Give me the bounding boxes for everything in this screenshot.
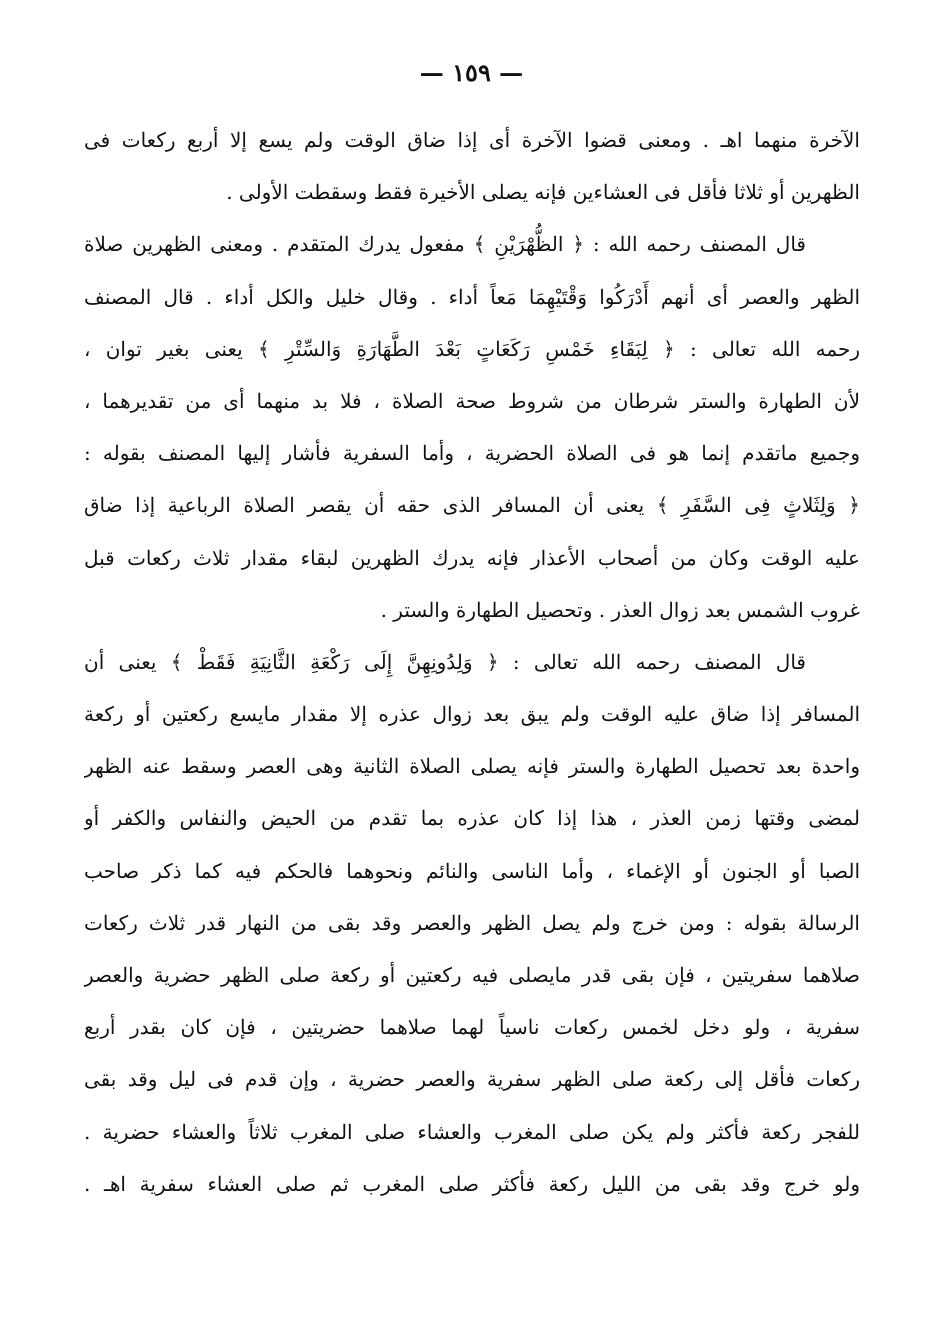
text-line: قال المصنف رحمه الله : ﴿ الظُّهْرَيْنِ ﴾ مفعول يدرك المتقدم . ومعنى الظهرين صلاة <box>84 232 806 257</box>
text-line: عليه الوقت وكان من أصحاب الأعذار فإنه يدرك الظهرين لبقاء مقدار ثلاث ركعات قبل <box>84 545 860 570</box>
text-line: صلاهما سفريتين ، فإن بقى قدر مايصلى فيه ركعتين أو ركعة صلى الظهر حضرية والعصر <box>84 963 860 987</box>
text-line: الظهرين أو ثلاثا فأقل فى العشاءين فإنه يصلى الأخيرة فقط وسقطت الأولى . <box>226 180 860 205</box>
page-number: — ١٥٩ — <box>419 58 524 87</box>
text-line: واحدة بعد تحصيل الطهارة والستر فإنه يصلى الصلاة الثانية وهى العصر وسقط عنه الظهر <box>84 754 860 779</box>
text-line: ﴿ وَلِثَلاثٍ فِى السَّفَرِ ﴾ يعنى أن المسافر الذى حقه أن يقصر الصلاة الرباعية إذا ضاق <box>84 493 860 518</box>
text-line: لمضى وقتها زمن العذر ، هذا إذا كان عذره بما تقدم من الحيض والنفاس والكفر أو <box>84 806 860 831</box>
text-line: ولو خرج وقد بقى من الليل ركعة فأكثر صلى المغرب ثم صلى العشاء سفرية اهـ . <box>84 1171 860 1196</box>
text-line: الصبا أو الجنون أو الإغماء ، وأما الناسى والنائم ونحوهما فالحكم فيه كما ذكر صاحب <box>84 858 860 883</box>
text-line: لأن الطهارة والستر شرطان من شروط صحة الصلاة ، فلا بد منهما أى من تقديرهما ، <box>84 388 860 413</box>
text-body <box>84 114 860 1210</box>
text-line: سفرية ، ولو دخل لخمس ركعات ناسياً لهما صلاهما حضريتين ، فإن كان بقدر أربع <box>84 1015 860 1040</box>
text-line: ركعات فأقل إلى ركعة صلى الظهر سفرية والعصر حضرية ، وإن قدم فى ليل وقد بقى <box>84 1067 860 1092</box>
text-line: الظهر والعصر أى أنهم أَدْرَكُوا وَقْتَيْهِمَا مَعاً أداء . وقال خليل والكل أداء . قال المصنف <box>84 284 860 309</box>
text-line: وجميع ماتقدم إنما هو فى الصلاة الحضرية ، وأما السفرية فأشار إليها المصنف بقوله : <box>84 441 860 466</box>
text-line: رحمه الله تعالى : ﴿ لِبَقَاءِ خَمْسِ رَكَعَاتٍ بَعْدَ الطَّهَارَةِ وَالسِّتْرِ ﴾ يعنى بغير توان ، <box>84 336 860 361</box>
text-line: الرسالة بقوله : ومن خرج ولم يصل الظهر والعصر وقد بقى من النهار قدر ثلاث ركعات <box>84 910 860 935</box>
text-line: قال المصنف رحمه الله تعالى : ﴿ وَلِدُونِهِنَّ إِلَى رَكْعَةِ الثَّانِيَةِ فَقَطْ ﴾ يعنى أن <box>84 649 806 674</box>
text-line: الآخرة منهما اهـ . ومعنى قضوا الآخرة أى إذا ضاق الوقت ولم يسع إلا أربع ركعات فى <box>84 128 860 152</box>
text-line: للفجر ركعة فأكثر ولم يكن صلى المغرب والعشاء صلى المغرب ثلاثاً والعشاء حضرية . <box>84 1119 860 1144</box>
text-line: غروب الشمس بعد زوال العذر . وتحصيل الطهارة والستر . <box>380 597 860 622</box>
text-line: المسافر إذا ضاق عليه الوقت ولم يبق بعد زوال عذره إلا مقدار مايسع ركعتين أو ركعة <box>84 702 860 727</box>
